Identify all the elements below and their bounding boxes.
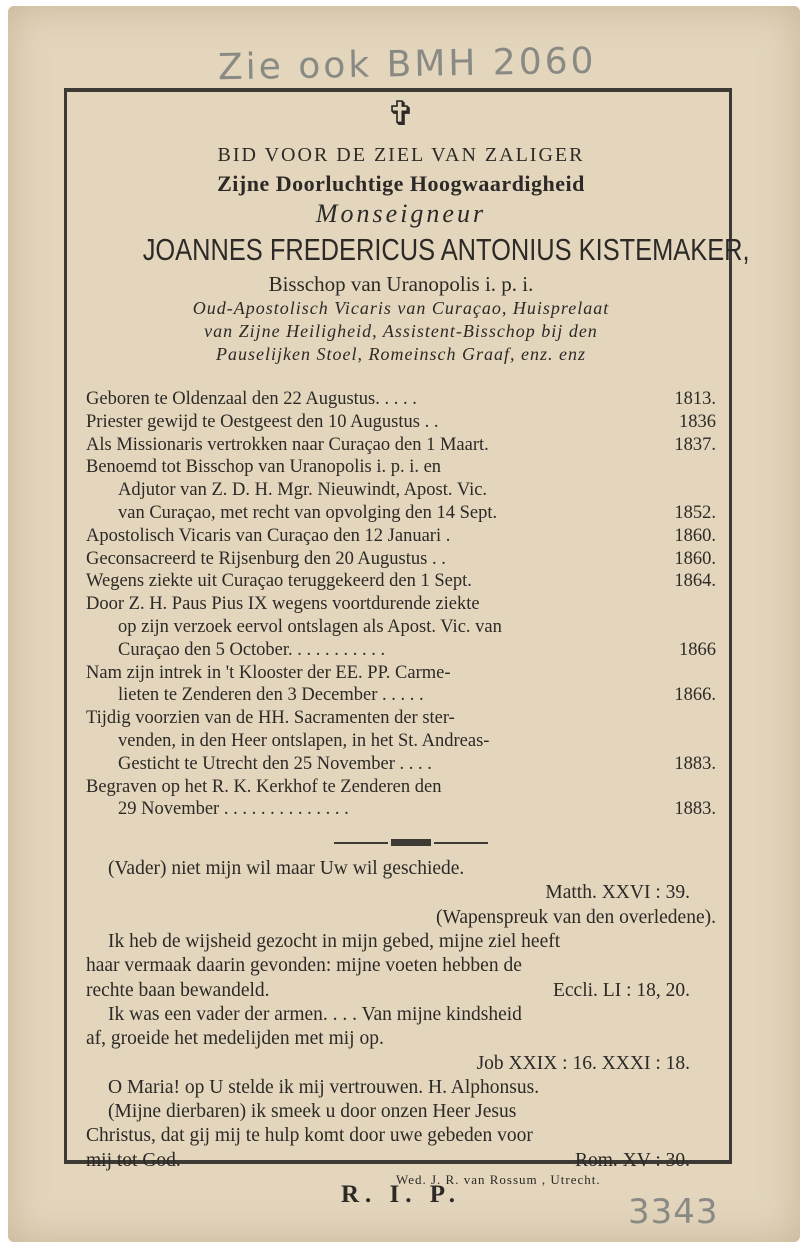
bio-entry-text: op zijn verzoek eervol ontslagen als Apost. Vic. van bbox=[118, 616, 502, 637]
bio-entry-year bbox=[658, 730, 716, 753]
bio-entry-text: Curaçao den 5 October. . . . . . . . . . . bbox=[118, 639, 386, 660]
bio-entry-year: 1813. bbox=[674, 389, 716, 409]
titles-line-3: Pauselijken Stoel, Romeinsch Graaf, enz. enz bbox=[216, 344, 586, 364]
titles-line-2: van Zijne Heiligheid, Assistent-Bisschop bij den bbox=[204, 321, 598, 341]
bio-entry-text: Door Z. H. Paus Pius IX wegens voortdurende ziekte bbox=[86, 594, 480, 615]
rip-text: R. I. P. bbox=[340, 1181, 461, 1208]
scripture-quotes bbox=[86, 857, 716, 1173]
title-honorific: Zijne Doorluchtige Hoogwaardigheid bbox=[217, 171, 585, 196]
bio-entry-text: Nam zijn intrek in 't Klooster der EE. PP. Carme- bbox=[86, 662, 451, 683]
bio-entry-year: 1866 bbox=[679, 639, 716, 660]
bio-entry-text: Priester gewijd te Oestgeest den 10 Augustus . . bbox=[86, 411, 439, 432]
biography bbox=[86, 388, 716, 821]
quote-4: O Maria! op U stelde ik mij vertrouwen. H. Alphonsus. bbox=[108, 1076, 540, 1098]
ornamental-divider bbox=[86, 829, 716, 857]
quote-2-line-1: Ik heb de wijsheid gezocht in mijn gebed, mijne ziel heeft bbox=[108, 931, 561, 953]
bio-entry-text: lieten te Zenderen den 3 December . . . . . bbox=[118, 685, 424, 706]
bio-entry-year: 1883. bbox=[674, 799, 716, 820]
bio-entry-year bbox=[658, 616, 716, 639]
handwritten-reference: Zie ook BMH 2060 bbox=[217, 40, 597, 89]
bio-entry-year: 1837. bbox=[674, 434, 716, 455]
bio-entry bbox=[86, 684, 716, 707]
bio-entry bbox=[86, 525, 716, 548]
bio-entry-year bbox=[658, 479, 716, 502]
titles-line-1: Oud-Apostolisch Vicaris van Curaçao, Huisprelaat bbox=[192, 298, 610, 318]
bio-entry bbox=[86, 388, 716, 411]
quote-2-ref: Eccli. LI : 18, 20. bbox=[552, 979, 690, 1001]
bio-entry bbox=[86, 411, 716, 434]
handwritten-number: 3343 bbox=[628, 1192, 719, 1232]
bio-entry bbox=[86, 616, 716, 639]
bio-entry-text: van Curaçao, met recht van opvolging den 14 Sept. bbox=[118, 502, 498, 523]
quote-2-line-2: haar vermaak daarin gevonden: mijne voeten hebben de bbox=[86, 955, 522, 977]
quote-1: (Vader) niet mijn wil maar Uw wil geschiede. bbox=[108, 858, 465, 880]
card-content bbox=[86, 95, 750, 1213]
quote-5-line-1: (Mijne dierbaren) ik smeek u door onzen Heer Jesus bbox=[108, 1101, 517, 1123]
bio-entry-year bbox=[658, 662, 716, 685]
bio-entry-text: 29 November . . . . . . . . . . . . . . bbox=[118, 799, 349, 820]
quote-5-line-3: mij tot God. bbox=[86, 1149, 181, 1171]
quote-3-line-1: Ik was een vader der armen. . . . Van mijne kindsheid bbox=[108, 1003, 522, 1025]
bio-entry-year: 1852. bbox=[674, 502, 716, 523]
bio-entry-text: Apostolisch Vicaris van Curaçao den 12 Januari . bbox=[86, 525, 451, 546]
bishop-title: Bisschop van Uranopolis i. p. i. bbox=[268, 272, 534, 296]
cross-icon: ✞ bbox=[386, 96, 416, 133]
bio-entry-year bbox=[658, 776, 716, 799]
bio-entry bbox=[86, 776, 716, 799]
bio-entry-year: 1864. bbox=[674, 571, 716, 592]
bio-entry-year: 1866. bbox=[674, 685, 716, 706]
quote-2-line-3: rechte baan bewandeld. bbox=[86, 979, 270, 1001]
quote-3-line-2: af, groeide het medelijden met mij op. bbox=[86, 1028, 384, 1050]
bio-entry-year: 1860. bbox=[674, 548, 716, 569]
bio-entry bbox=[86, 662, 716, 685]
bio-entry bbox=[86, 753, 716, 776]
bio-entry-text: Wegens ziekte uit Curaçao teruggekeerd den 1 Sept. bbox=[86, 571, 472, 592]
bio-entry bbox=[86, 707, 716, 730]
deceased-name: JOANNES FREDERICUS ANTONIUS KISTEMAKER, bbox=[142, 232, 750, 267]
bio-entry-text: Gesticht te Utrecht den 25 November . . . . bbox=[118, 753, 432, 774]
bio-entry-text: Benoemd tot Bisschop van Uranopolis i. p. i. en bbox=[86, 457, 442, 478]
prayer-heading: BID VOOR DE ZIEL VAN ZALIGER bbox=[217, 144, 585, 166]
bio-entry-year: 1883. bbox=[674, 753, 716, 774]
bio-entry-text: Als Missionaris vertrokken naar Curaçao den 1 Maart. bbox=[86, 434, 489, 455]
bio-entry-text: venden, in den Heer ontslapen, in het St. Andreas- bbox=[118, 730, 490, 751]
bio-entry bbox=[86, 570, 716, 593]
bio-entry-text: Geconsacreerd te Rijsenburg den 20 Augustus . . bbox=[86, 548, 446, 569]
bio-entry-year bbox=[658, 456, 716, 479]
printer-imprint: Wed. J. R. van Rossum , Utrecht. bbox=[396, 1172, 601, 1187]
bio-entry-text: Geboren te Oldenzaal den 22 Augustus. . . . . bbox=[86, 389, 417, 409]
bio-entry bbox=[86, 434, 716, 457]
bio-entry bbox=[86, 798, 716, 821]
quote-5-ref: Rom. XV : 30. bbox=[574, 1149, 690, 1171]
bio-entry bbox=[86, 548, 716, 571]
quote-1-note: (Wapenspreuk van den overledene). bbox=[436, 906, 716, 928]
bio-entry-year: 1860. bbox=[674, 525, 716, 546]
bio-entry-year: 1836 bbox=[679, 411, 716, 432]
quote-1-ref: Matth. XXVI : 39. bbox=[545, 882, 690, 904]
bio-entry-year bbox=[658, 593, 716, 616]
bio-entry-year bbox=[658, 707, 716, 730]
bio-entry-text: Tijdig voorzien van de HH. Sacramenten der ster- bbox=[86, 708, 455, 729]
title-monseigneur: Monseigneur bbox=[315, 199, 487, 228]
bio-entry-text: Begraven op het R. K. Kerkhof te Zenderen den bbox=[86, 776, 442, 797]
bio-entry bbox=[86, 502, 716, 525]
bio-entry bbox=[86, 639, 716, 662]
bio-entry bbox=[86, 730, 716, 753]
bio-entry bbox=[86, 593, 716, 616]
bio-entry bbox=[86, 456, 716, 479]
quote-5-line-2: Christus, dat gij mij te hulp komt door uwe gebeden voor bbox=[86, 1125, 533, 1147]
quote-3-ref: Job XXIX : 16. XXXI : 18. bbox=[476, 1052, 690, 1074]
bio-entry-text: Adjutor van Z. D. H. Mgr. Nieuwindt, Apost. Vic. bbox=[118, 480, 488, 501]
bio-entry bbox=[86, 479, 716, 502]
